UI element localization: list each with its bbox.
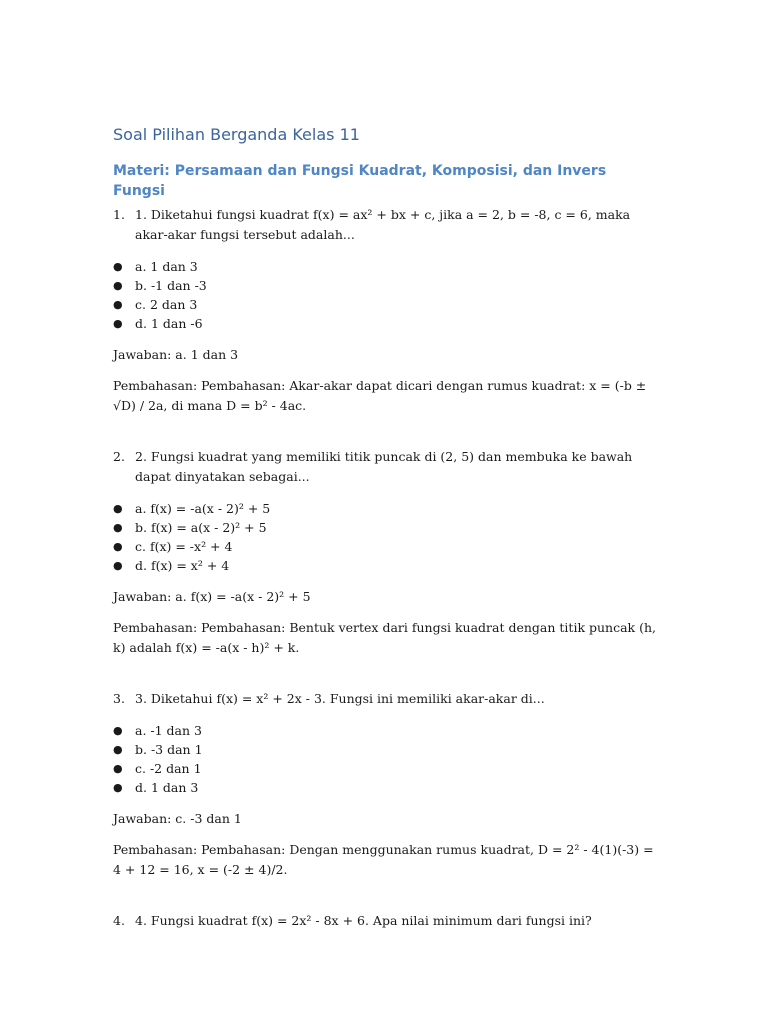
- bullet-icon: ●: [113, 781, 123, 794]
- option-item: [113, 518, 658, 537]
- question-number: 1.: [113, 207, 125, 222]
- document-content: [113, 124, 658, 962]
- options-list: [113, 721, 658, 797]
- question-text: 3. Diketahui f(x) = x² + 2x - 3. Fungsi ini memiliki akar-akar di...: [135, 691, 545, 706]
- question-text: 1. Diketahui fungsi kuadrat f(x) = ax² + bx + c, jika a = 2, b = -8, c = 6, maka akar-akar fungsi tersebut adalah...: [135, 207, 631, 242]
- option-text: d. 1 dan 3: [135, 780, 199, 795]
- option-text: b. -1 dan -3: [135, 278, 207, 293]
- explanation-text: Pembahasan: Pembahasan: Bentuk vertex dari fungsi kuadrat dengan titik puncak (h, k) adalah f(x) = -a(x - h)² + k.: [113, 620, 656, 655]
- option-text: a. 1 dan 3: [135, 259, 198, 274]
- option-text: c. f(x) = -x² + 4: [135, 539, 233, 554]
- question-number: 3.: [113, 691, 125, 706]
- question-number: 2.: [113, 449, 125, 464]
- question-number: 4.: [113, 913, 125, 928]
- bullet-icon: ●: [113, 724, 123, 737]
- option-item: [113, 759, 658, 778]
- bullet-icon: ●: [113, 279, 123, 292]
- question-4: [113, 911, 658, 931]
- bullet-icon: ●: [113, 502, 123, 515]
- option-text: b. -3 dan 1: [135, 742, 203, 757]
- option-text: c. 2 dan 3: [135, 297, 198, 312]
- option-item: [113, 257, 658, 276]
- option-item: [113, 556, 658, 575]
- question-text: 2. Fungsi kuadrat yang memiliki titik puncak di (2, 5) dan membuka ke bawah dapat dinyatakan sebagai...: [135, 449, 633, 484]
- bullet-icon: ●: [113, 521, 123, 534]
- option-text: c. -2 dan 1: [135, 761, 202, 776]
- option-item: [113, 721, 658, 740]
- options-list: [113, 499, 658, 575]
- option-item: [113, 537, 658, 556]
- option-item: [113, 740, 658, 759]
- option-item: [113, 314, 658, 333]
- option-item: [113, 295, 658, 314]
- question-block-4: [113, 911, 658, 931]
- option-text: a. f(x) = -a(x - 2)² + 5: [135, 501, 271, 516]
- option-text: a. -1 dan 3: [135, 723, 202, 738]
- option-text: d. 1 dan -6: [135, 316, 203, 331]
- question-block-1: [113, 205, 658, 416]
- answer-text: Jawaban: a. 1 dan 3: [113, 347, 239, 362]
- bullet-icon: ●: [113, 317, 123, 330]
- options-list: [113, 257, 658, 333]
- bullet-icon: ●: [113, 762, 123, 775]
- option-item: [113, 499, 658, 518]
- question-block-3: [113, 689, 658, 880]
- option-item: [113, 778, 658, 797]
- option-text: d. f(x) = x² + 4: [135, 558, 230, 573]
- bullet-icon: ●: [113, 743, 123, 756]
- explanation-text: Pembahasan: Pembahasan: Dengan menggunakan rumus kuadrat, D = 2² - 4(1)(-3) = 4 + 12 = 16, x = (-2 ± 4)/2.: [113, 842, 654, 877]
- question-1: [113, 205, 658, 245]
- bullet-icon: ●: [113, 540, 123, 553]
- answer-text: Jawaban: c. -3 dan 1: [113, 811, 242, 826]
- question-3: [113, 689, 658, 709]
- answer-text: Jawaban: a. f(x) = -a(x - 2)² + 5: [113, 589, 311, 604]
- option-text: b. f(x) = a(x - 2)² + 5: [135, 520, 267, 535]
- question-text: 4. Fungsi kuadrat f(x) = 2x² - 8x + 6. Apa nilai minimum dari fungsi ini?: [135, 913, 592, 928]
- option-item: [113, 276, 658, 295]
- question-block-2: [113, 447, 658, 658]
- bullet-icon: ●: [113, 260, 123, 273]
- bullet-icon: ●: [113, 298, 123, 311]
- document-title: Soal Pilihan Berganda Kelas 11: [113, 125, 360, 144]
- explanation-text: Pembahasan: Pembahasan: Akar-akar dapat dicari dengan rumus kuadrat: x = (-b ± √D) / 2a, di mana D = b² - 4ac.: [113, 378, 647, 413]
- document-subtitle: Materi: Persamaan dan Fungsi Kuadrat, Komposisi, dan Invers Fungsi: [113, 163, 607, 199]
- question-2: [113, 447, 658, 487]
- bullet-icon: ●: [113, 559, 123, 572]
